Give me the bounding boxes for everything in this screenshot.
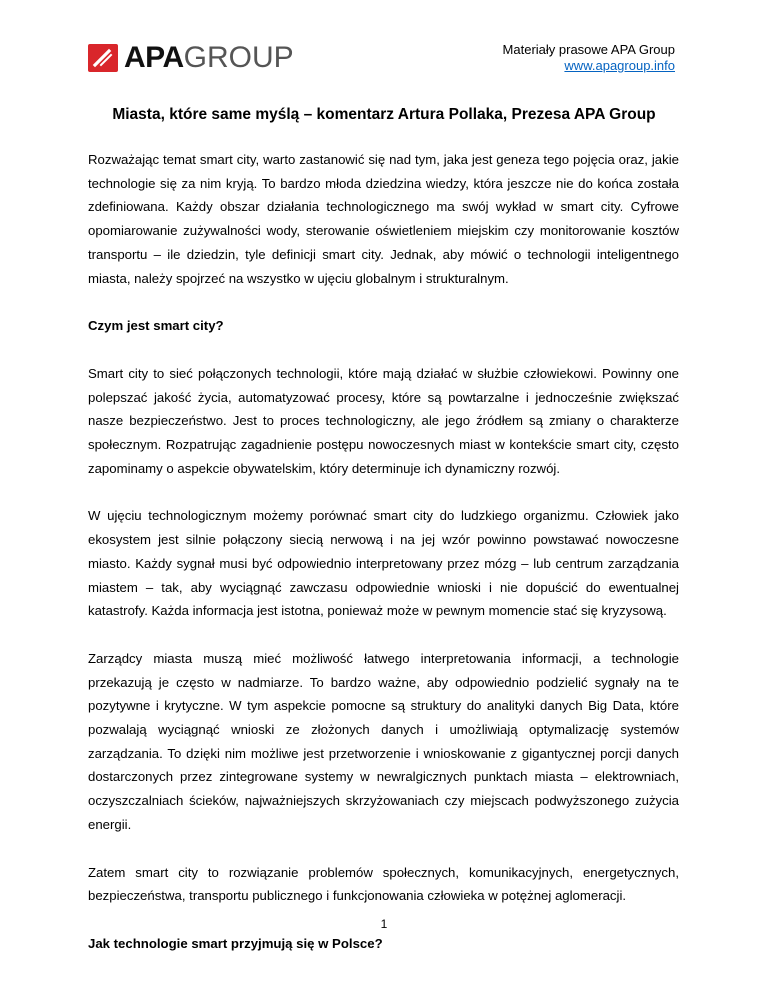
website-link[interactable]: www.apagroup.info bbox=[564, 58, 675, 73]
page-number: 1 bbox=[380, 917, 388, 931]
paragraph-definition: Smart city to sieć połączonych technologii, które mają działać w służbie człowiekowi. Powinny one polepszać jakość życia, automatyzować procesy, które są powtarzalne i jednocześnie zwiększać nasze bezpieczeństwo. Jest to proces technologiczny, ale jego źródłem są zmiany o charakterze społecznym. Rozpatrując zagadnienie postępu nowoczesnych miast w kontekście smart city, często zapominamy o aspekcie obywatelskim, który determinuje ich dynamiczny rozwój. bbox=[88, 365, 679, 476]
document-title: Miasta, które same myślą – komentarz Artura Pollaka, Prezesa APA Group bbox=[112, 106, 656, 123]
paragraph-management: Zarządcy miasta muszą mieć możliwość łatwego interpretowania informacji, a technologie przekazują je często w nadmiarze. To bardzo ważne, aby odpowiednio podzielić sygnały na te pozytywne i krytyczne. W tym aspekcie pomocne są struktury do analityki danych Big Data, które pozwalają wyciągnąć wnioski ze złożonych danych i umożliwiają optymalizację systemów zarządzania. To dzięki nim możliwe jest przetworzenie i wnioskowanie z gigantycznej porcji danych dostarczonych przez zintegrowane systemy w newralgicznych punktach miasta – elektrowniach, oczyszczalniach ścieków, najważniejszych skrzyżowaniach czy miejscach podwyższonego zużycia energii. bbox=[88, 650, 679, 832]
company-logo bbox=[88, 42, 294, 74]
paragraph-organism: W ujęciu technologicznym możemy porównać smart city do ludzkiego organizmu. Człowiek jako ekosystem jest silnie połączony siecią nerwową i na jej wzór powinno powstawać nowoczesne miasto. Każdy sygnał musi być odpowiednio interpretowany przez mózg – lub centrum zarządzania miastem – tak, aby wyciągnąć zawczasu odpowiednie wnioski i nie dopuścić do ewentualnej katastrofy. Każda informacja jest istotna, ponieważ może w pewnym momencie stać się kryzysową. bbox=[88, 508, 679, 619]
section-heading-smart-city: Czym jest smart city? bbox=[88, 318, 224, 334]
logo-wordmark bbox=[124, 42, 294, 74]
document-body bbox=[88, 148, 679, 980]
press-materials-label: Materiały prasowe APA Group bbox=[502, 42, 675, 57]
paragraph-intro: Rozważając temat smart city, warto zastanowić się nad tym, jaka jest geneza tego pojęcia oraz, jakie technologie się za nim kryją. To bardzo młoda dziedzina wiedzy, która jeszcze nie do końca została zdefiniowana. Każdy obszar działania technologicznego ma swój wykład w smart city. Cyfrowe opomiarowanie zużywalności wody, sterowanie oświetleniem miejskim czy monitorowanie kosztów transportu – ile dziedzin, tyle definicji smart city. Jednak, aby mówić o technologii inteligentnego miasta, należy spojrzeć na wszystko w ujęciu globalnym i strukturalnym. bbox=[88, 152, 679, 286]
logo-text-bold: APA bbox=[124, 41, 184, 74]
paragraph-summary: Zatem smart city to rozwiązanie problemów społecznych, komunikacyjnych, energetycznych, bezpieczeństwa, transportu publicznego i funkcjonowania człowieka w potężnej aglomeracji. bbox=[88, 864, 679, 904]
logo-text-light: GROUP bbox=[183, 41, 294, 74]
apa-logo-icon bbox=[88, 44, 118, 72]
section-heading-poland: Jak technologie smart przyjmują się w Polsce? bbox=[88, 935, 383, 951]
header-info bbox=[503, 42, 675, 74]
